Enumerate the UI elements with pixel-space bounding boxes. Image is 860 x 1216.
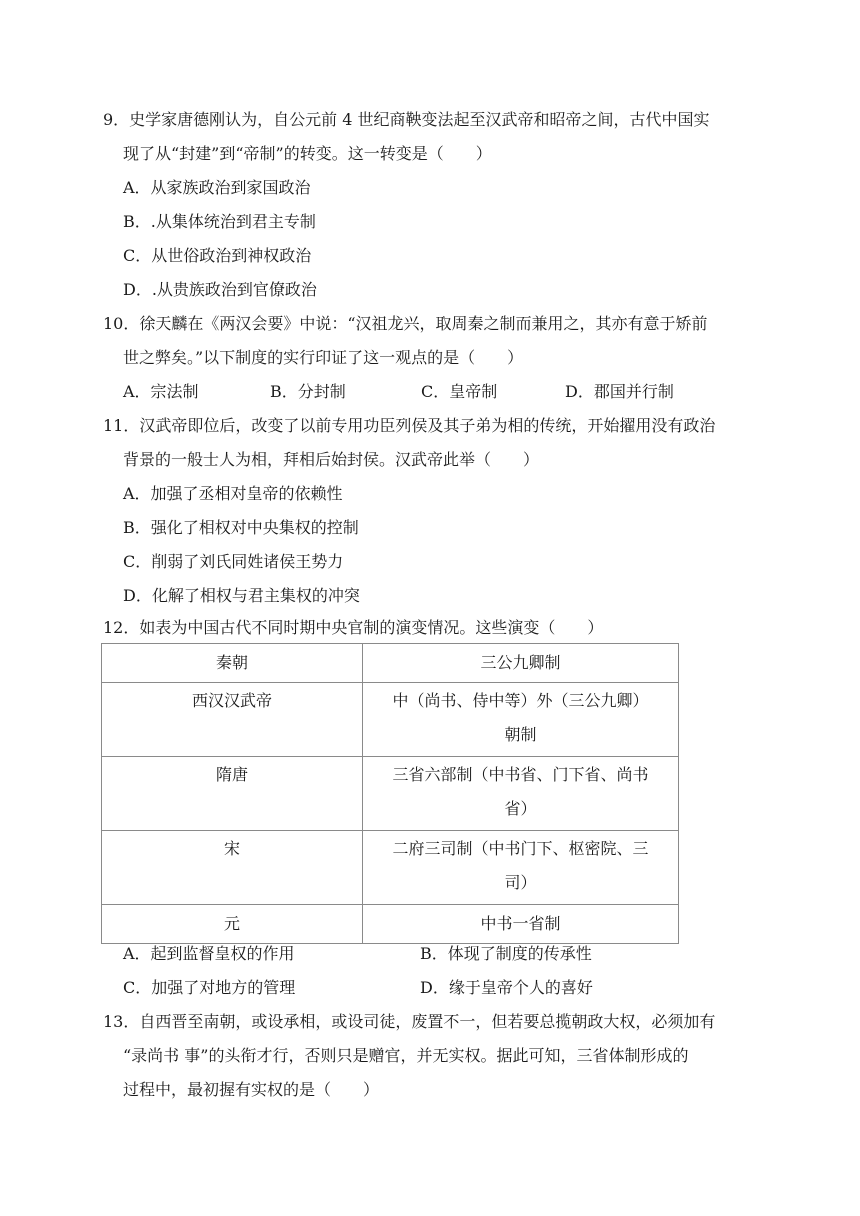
question-12-option-a: A．起到监督皇权的作用 [123, 944, 295, 963]
table-cell-system [363, 683, 679, 757]
table-cell-period: 秦朝 [102, 644, 363, 683]
table-cell-line: 中（尚书、侍中等）外（三公九卿） [392, 691, 649, 710]
question-10-stem-cont: 世之弊矣。”以下制度的实行印证了这一观点的是（ ） [123, 348, 524, 367]
question-11-option-a: A．加强了丞相对皇帝的依赖性 [123, 484, 343, 503]
question-13-stem: 13．自西晋至南朝，或设承相，或设司徒，废置不一，但若要总揽朝政大权，必须加有 [103, 1012, 716, 1031]
table-cell-period: 宋 [102, 831, 363, 905]
question-9-stem: 9．史学家唐德刚认为，自公元前 4 世纪商鞅变法起至汉武帝和昭帝之间，古代中国实 [103, 110, 710, 129]
table-cell-line: 省） [504, 799, 537, 818]
table-cell-line: 三省六部制（中书省、门下省、尚书 [392, 765, 649, 784]
question-12-option-b: B．体现了制度的传承性 [420, 944, 592, 963]
table-cell-system: 三公九卿制 [363, 644, 679, 683]
table-cell-system [363, 831, 679, 905]
question-12-option-d: D．缘于皇帝个人的喜好 [420, 978, 593, 997]
table-cell-period: 隋唐 [102, 757, 363, 831]
table-cell-period: 元 [102, 905, 363, 944]
question-11-option-c: C．削弱了刘氏同姓诸侯王势力 [123, 552, 344, 571]
question-9-option-d: D．.从贵族政治到官僚政治 [123, 280, 317, 299]
question-10-option-c: C．皇帝制 [421, 382, 498, 401]
table-cell-line: 朝制 [504, 725, 537, 744]
table-cell-line: 二府三司制（中书门下、枢密院、三 [392, 839, 649, 858]
table-row [102, 644, 679, 683]
table-cell-system: 中书一省制 [363, 905, 679, 944]
question-9-option-b: B．.从集体统治到君主专制 [123, 212, 316, 231]
table-cell-system [363, 757, 679, 831]
question-10-option-b: B．分封制 [270, 382, 346, 401]
question-9-option-a: A．从家族政治到家国政治 [123, 178, 311, 197]
table-cell-period: 西汉汉武帝 [102, 683, 363, 757]
official-system-table [101, 643, 679, 944]
question-11-stem: 11．汉武帝即位后，改变了以前专用功臣列侯及其子弟为相的传统，开始擢用没有政治 [103, 416, 716, 435]
question-12-option-c: C．加强了对地方的管理 [123, 978, 296, 997]
question-10-option-a: A．宗法制 [123, 382, 199, 401]
question-9-stem-cont: 现了从“封建”到“帝制”的转变。这一转变是（ ） [123, 144, 492, 163]
table-row [102, 905, 679, 944]
question-12-stem: 12．如表为中国古代不同时期中央官制的演变情况。这些演变（ ） [103, 618, 604, 637]
question-11-stem-cont: 背景的一般士人为相，拜相后始封侯。汉武帝此举（ ） [123, 450, 540, 469]
question-11-option-b: B．强化了相权对中央集权的控制 [123, 518, 359, 537]
table-row [102, 683, 679, 757]
question-10-option-d: D．郡国并行制 [565, 382, 674, 401]
table-row [102, 831, 679, 905]
question-10-stem: 10．徐天麟在《两汉会要》中说：“汉祖龙兴，取周秦之制而兼用之，其亦有意于矫前 [103, 314, 708, 333]
question-9-option-c: C．从世俗政治到神权政治 [123, 246, 312, 265]
question-11-option-d: D．化解了相权与君主集权的冲突 [123, 586, 360, 605]
table-row [102, 757, 679, 831]
question-13-stem-cont-2: 过程中，最初握有实权的是（ ） [123, 1080, 380, 1099]
table-cell-line: 司） [504, 873, 537, 892]
question-13-stem-cont: “录尚书 事”的头衔才行，否则只是赠官，并无实权。据此可知，三省体制形成的 [123, 1046, 689, 1065]
